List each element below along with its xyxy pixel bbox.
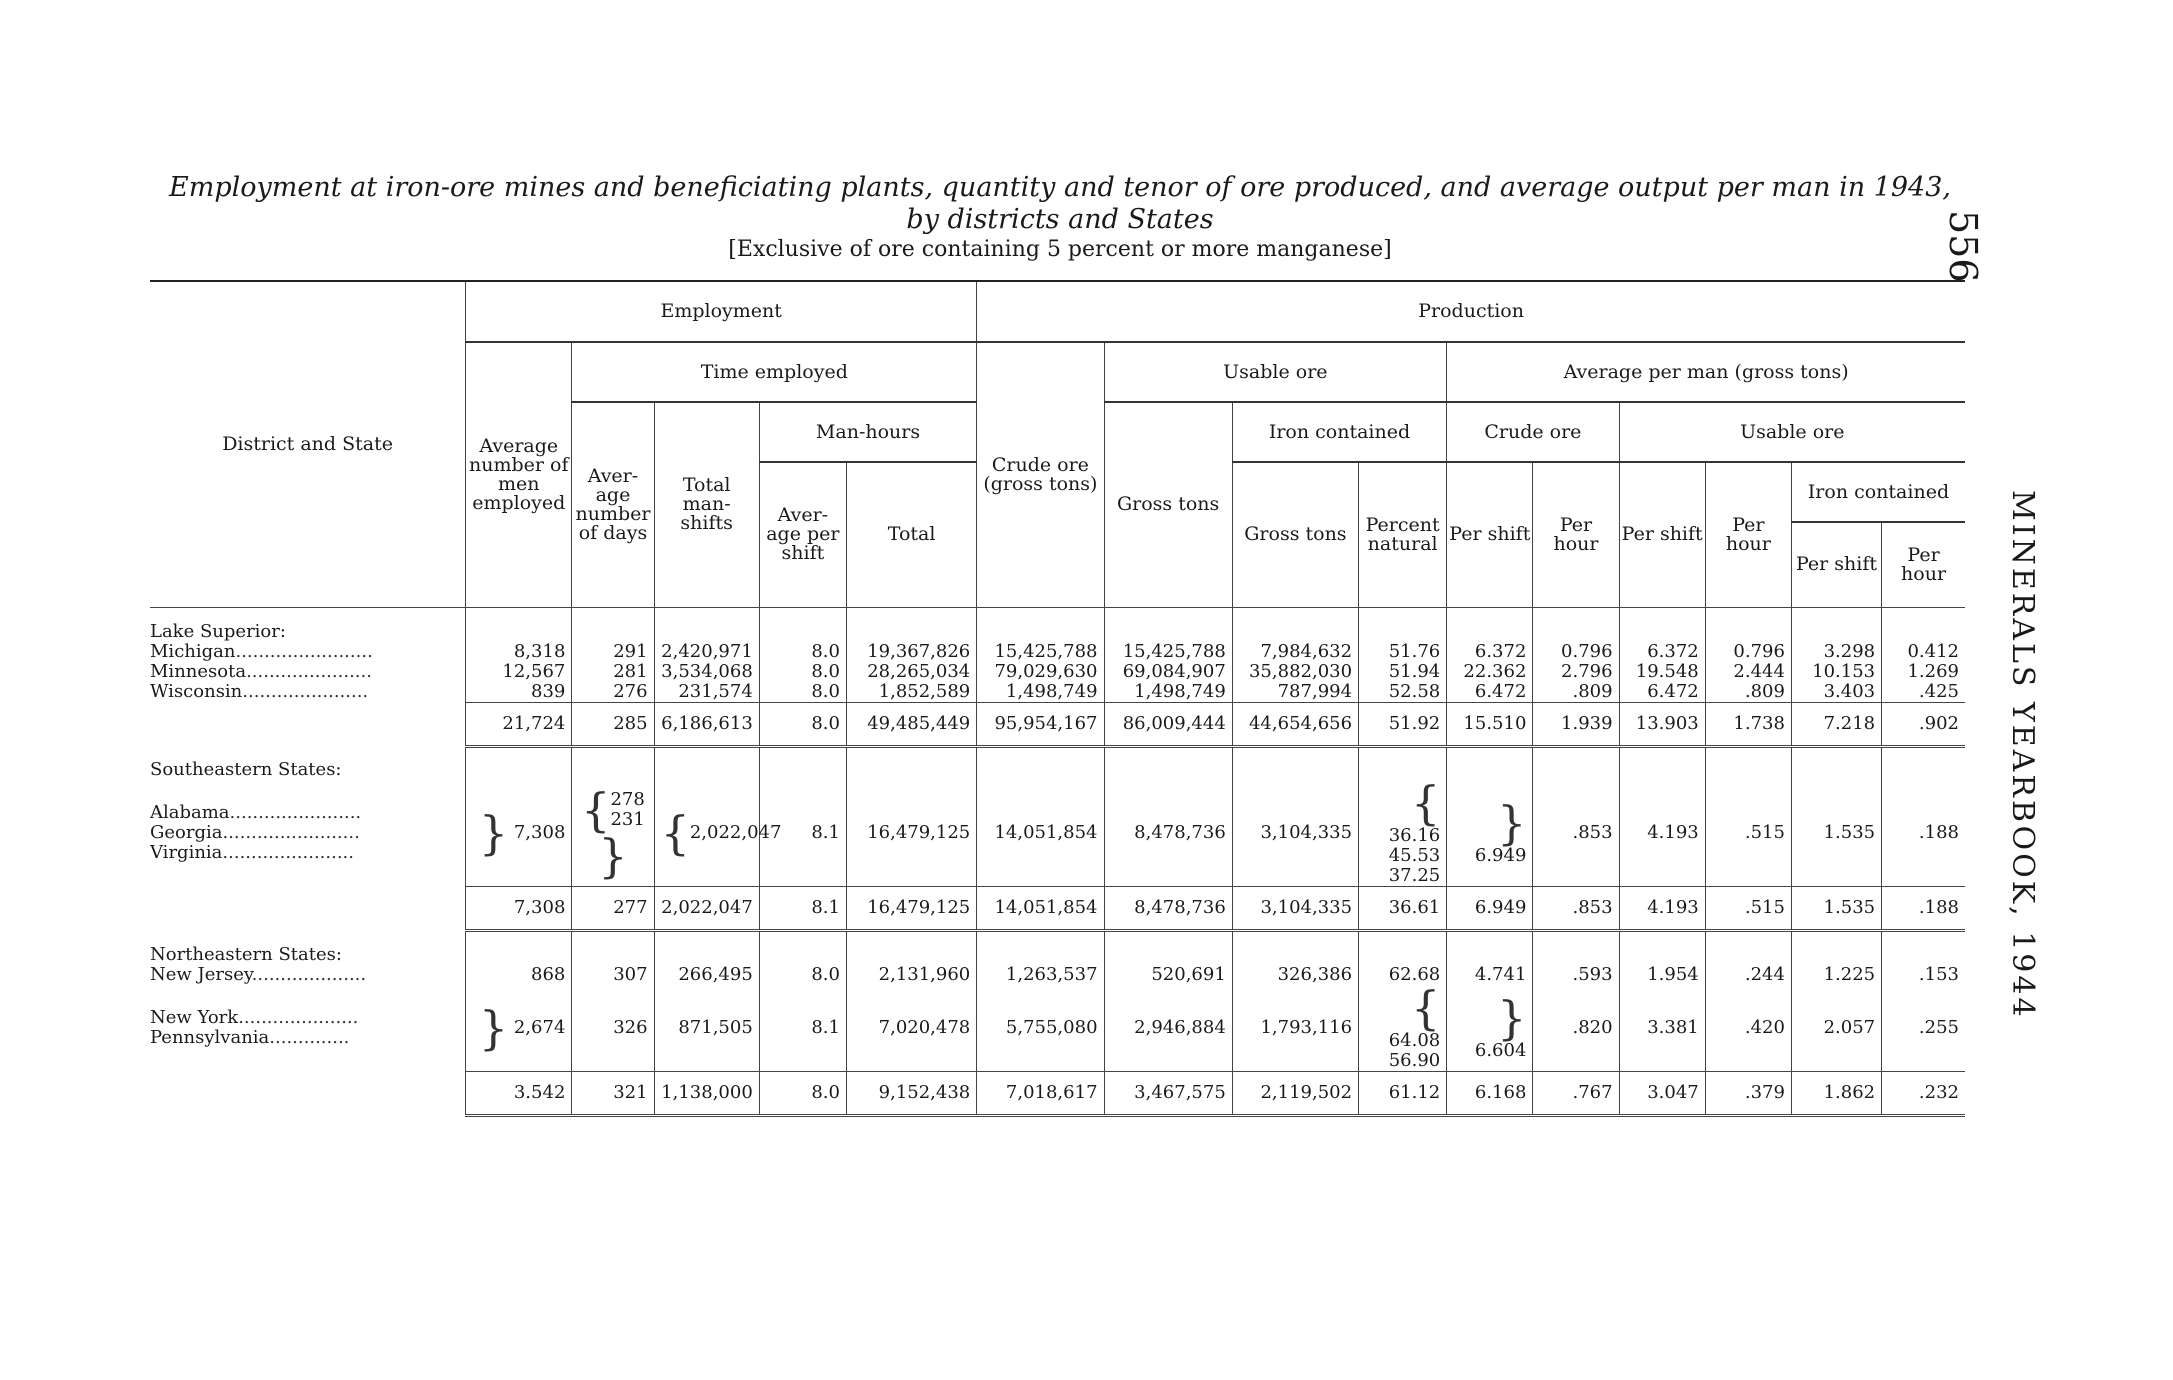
- header-average-men: Average number of men employed: [466, 342, 572, 607]
- cell-men: 839: [466, 682, 572, 703]
- total-usable-shift: 4.193: [1619, 887, 1705, 931]
- cell-usable: 2,946,884: [1104, 985, 1232, 1072]
- header-crude-ore-avg: Crude ore: [1447, 402, 1619, 462]
- total-iron: 2,119,502: [1232, 1071, 1358, 1115]
- total-crude: 14,051,854: [977, 887, 1104, 931]
- header-crude-per-shift: Per shift: [1447, 462, 1533, 607]
- header-usable-per-shift: Per shift: [1619, 462, 1705, 607]
- total-days: 285: [572, 702, 654, 746]
- total-usable: 8,478,736: [1104, 887, 1232, 931]
- cell-percent: 62.68: [1359, 965, 1447, 985]
- total-iron-hour: .188: [1882, 887, 1965, 931]
- cell-usable: 520,691: [1104, 965, 1232, 985]
- header-usable-ore-avg: Usable ore: [1619, 402, 1965, 462]
- state-name: Alabama: [150, 802, 230, 824]
- total-men: 21,724: [466, 702, 572, 746]
- cell-percent: 36.16: [1388, 825, 1441, 846]
- cell-shifts: 266,495: [654, 965, 759, 985]
- total-shifts: 6,186,613: [654, 702, 759, 746]
- cell-iron: 7,984,632: [1232, 642, 1358, 662]
- cell-iron-hour: .153: [1882, 965, 1965, 985]
- cell-usable-hour: 2.444: [1705, 662, 1791, 682]
- state-name: Michigan: [150, 641, 236, 662]
- total-crude-shift: 6.168: [1447, 1071, 1533, 1115]
- cell-days: 278: [610, 789, 645, 810]
- cell-shifts: 3,534,068: [654, 662, 759, 682]
- cell-shifts: 231,574: [654, 682, 759, 703]
- table-row: New Jersey.................... 868 307 266,495 8.0 2,131,960 1,263,537 520,691 326,386 62.68 4.741 .593 1.954 .244 1.225 .153: [150, 965, 1965, 985]
- state-name: New York: [150, 1006, 239, 1028]
- total-iron-shift: 7.218: [1791, 702, 1881, 746]
- total-percent: 36.61: [1359, 887, 1447, 931]
- total-avg-hours: 8.0: [759, 1071, 846, 1115]
- district-name: Southeastern States:: [150, 759, 342, 780]
- header-iron-per-hour: Per hour: [1882, 522, 1965, 607]
- cell-iron-shift: 2.057: [1791, 985, 1881, 1072]
- header-usable-ore: Usable ore: [1104, 342, 1447, 402]
- cell-crude-hour: .853: [1533, 780, 1619, 887]
- cell-man-hours: 7,020,478: [846, 985, 976, 1072]
- cell-men: 2,674: [513, 1016, 566, 1038]
- cell-percent: 52.58: [1359, 682, 1447, 703]
- iron-ore-table: [150, 282, 1965, 1117]
- cell-man-hours: 19,367,826: [846, 642, 976, 662]
- header-man-hours-total: Total: [846, 462, 976, 607]
- state-name: Virginia: [150, 842, 223, 864]
- table-row: New York..................... Pennsylvania.............. } 2,674 326 871,505 8.1 7,020,478 5,755,080 2,946,884 1,793,116 {64.08 56.90 } 6.604 .820 3.381 .420 2.057 .255: [150, 985, 1965, 1072]
- cell-days: 326: [572, 985, 654, 1072]
- cell-avg-hours: 8.0: [759, 682, 846, 703]
- header-average-per-man: Average per man (gross tons): [1447, 342, 1965, 402]
- cell-iron-hour: 1.269: [1882, 662, 1965, 682]
- state-name: Pennsylvania: [150, 1026, 270, 1048]
- cell-usable-hour: 0.796: [1705, 642, 1791, 662]
- cell-usable-hour: .515: [1705, 780, 1791, 887]
- total-shifts: 1,138,000: [654, 1071, 759, 1115]
- cell-percent: 51.76: [1359, 642, 1447, 662]
- header-employment: Employment: [466, 282, 977, 342]
- cell-usable: 8,478,736: [1104, 780, 1232, 887]
- table-caption: Employment at iron-ore mines and beneficiating plants, quantity and tenor of ore produced, and average output per man in 1943, by districts and States: [169, 172, 1951, 235]
- cell-men: 8,318: [466, 642, 572, 662]
- total-iron-hour: .902: [1882, 702, 1965, 746]
- cell-iron-shift: 1.535: [1791, 780, 1881, 887]
- cell-iron: 3,104,335: [1232, 780, 1358, 887]
- brace-icon: }: [478, 806, 509, 860]
- cell-man-hours: 16,479,125: [846, 780, 976, 887]
- total-shifts: 2,022,047: [654, 887, 759, 931]
- table-header: [150, 282, 1965, 607]
- header-man-hours: Man-hours: [759, 402, 976, 462]
- cell-iron-shift: 3.298: [1791, 642, 1881, 662]
- cell-iron-hour: .188: [1882, 780, 1965, 887]
- table-subcaption: [Exclusive of ore containing 5 percent or more manganese]: [728, 237, 1392, 262]
- total-days: 277: [572, 887, 654, 931]
- total-crude-shift: 6.949: [1447, 887, 1533, 931]
- total-usable-hour: .379: [1705, 1071, 1791, 1115]
- total-usable: 86,009,444: [1104, 702, 1232, 746]
- page-number: 556: [1941, 210, 1985, 283]
- header-time-employed: Time employed: [572, 342, 977, 402]
- cell-usable-shift: 1.954: [1619, 965, 1705, 985]
- cell-usable-shift: 6.472: [1619, 682, 1705, 703]
- cell-crude-hour: 2.796: [1533, 662, 1619, 682]
- cell-iron-hour: .425: [1882, 682, 1965, 703]
- cell-crude-shift: 6.372: [1447, 642, 1533, 662]
- total-usable-hour: .515: [1705, 887, 1791, 931]
- cell-percent: 37.25: [1388, 865, 1441, 886]
- total-crude-hour: .767: [1533, 1071, 1619, 1115]
- table-row: [150, 931, 1965, 965]
- total-usable-shift: 13.903: [1619, 702, 1705, 746]
- header-average-days: Aver-age number of days: [572, 402, 654, 607]
- header-average-per-shift: Aver-age per shift: [759, 462, 846, 607]
- total-man-hours: 49,485,449: [846, 702, 976, 746]
- cell-iron: 787,994: [1232, 682, 1358, 703]
- cell-crude-hour: .809: [1533, 682, 1619, 703]
- header-crude-ore: Crude ore (gross tons): [977, 342, 1104, 607]
- cell-crude-shift: 6.472: [1447, 682, 1533, 703]
- cell-iron: 1,793,116: [1232, 985, 1358, 1072]
- header-crude-per-hour: Per hour: [1533, 462, 1619, 607]
- cell-iron-hour: 0.412: [1882, 642, 1965, 662]
- cell-crude-hour: .593: [1533, 965, 1619, 985]
- cell-crude: 1,263,537: [977, 965, 1104, 985]
- cell-avg-hours: 8.0: [759, 642, 846, 662]
- cell-shifts: 2,420,971: [654, 642, 759, 662]
- total-usable-hour: 1.738: [1705, 702, 1791, 746]
- total-man-hours: 9,152,438: [846, 1071, 976, 1115]
- cell-days: 291: [572, 642, 654, 662]
- brace-icon: {: [660, 806, 690, 860]
- cell-percent: 64.08: [1388, 1029, 1441, 1051]
- total-avg-hours: 8.1: [759, 887, 846, 931]
- cell-avg-hours: 8.1: [759, 985, 846, 1072]
- table-row: Michigan........................ 8,318 291 2,420,971 8.0 19,367,826 15,425,788 15,425,788 7,984,632 51.76 6.372 0.796 6.372 0.796 3.298 0.412: [150, 642, 1965, 662]
- header-usable-gross-tons: Gross tons: [1104, 402, 1232, 607]
- total-usable-shift: 3.047: [1619, 1071, 1705, 1115]
- state-name: New Jersey: [150, 964, 252, 985]
- cell-usable-hour: .809: [1705, 682, 1791, 703]
- cell-usable-hour: .420: [1705, 985, 1791, 1072]
- state-name: Georgia: [150, 822, 223, 844]
- district-total-row: [150, 702, 1965, 746]
- cell-crude: 15,425,788: [977, 642, 1104, 662]
- district-name: Northeastern States:: [150, 943, 342, 965]
- total-crude: 7,018,617: [977, 1071, 1104, 1115]
- header-iron-contained: Iron contained: [1232, 402, 1446, 462]
- header-usable-per-hour: Per hour: [1705, 462, 1791, 607]
- cell-usable-shift: 6.372: [1619, 642, 1705, 662]
- table-row: Wisconsin...................... 839 276 231,574 8.0 1,852,589 1,498,749 1,498,749 787,994 52.58 6.472 .809 6.472 .809 3.403 .425: [150, 682, 1965, 703]
- cell-usable: 15,425,788: [1104, 642, 1232, 662]
- total-iron-shift: 1.862: [1791, 1071, 1881, 1115]
- brace-icon: {: [1410, 776, 1441, 830]
- cell-days: 276: [572, 682, 654, 703]
- table-body: [150, 607, 1965, 1115]
- state-name: Wisconsin: [150, 681, 243, 702]
- table-row: [150, 607, 1965, 642]
- cell-percent: 56.90: [1388, 1049, 1441, 1071]
- table-row: Alabama....................... Georgia........................ Virginia....................... } 7,308 {278 231} {2,022,047 8.1 16,479,125 14,051,854 8,478,736 3,104,335 {36.16 45.53 37.25 } 6.949 .853 4.193 .515 1.535 .188: [150, 780, 1965, 887]
- cell-days: 231: [610, 809, 645, 830]
- cell-shifts: 871,505: [654, 985, 759, 1072]
- cell-crude-hour: .820: [1533, 985, 1619, 1072]
- cell-days: 307: [572, 965, 654, 985]
- total-days: 321: [572, 1071, 654, 1115]
- cell-avg-hours: 8.0: [759, 965, 846, 985]
- header-iron-gross-tons: Gross tons: [1232, 462, 1358, 607]
- cell-percent: 51.94: [1359, 662, 1447, 682]
- total-iron-shift: 1.535: [1791, 887, 1881, 931]
- cell-man-hours: 1,852,589: [846, 682, 976, 703]
- cell-crude-shift: 6.949: [1474, 845, 1527, 866]
- district-total-row: [150, 1071, 1965, 1115]
- cell-crude: 5,755,080: [977, 985, 1104, 1072]
- cell-crude-hour: 0.796: [1533, 642, 1619, 662]
- cell-usable: 1,498,749: [1104, 682, 1232, 703]
- district-name: Lake Superior:: [150, 620, 286, 642]
- total-iron: 44,654,656: [1232, 702, 1358, 746]
- total-iron: 3,104,335: [1232, 887, 1358, 931]
- brace-icon: {: [581, 783, 611, 837]
- header-district-state: District and State: [150, 282, 466, 607]
- total-usable: 3,467,575: [1104, 1071, 1232, 1115]
- brace-icon: }: [1497, 990, 1527, 1045]
- cell-men: 7,308: [513, 822, 566, 843]
- total-men: 3.542: [466, 1071, 572, 1115]
- cell-men: 12,567: [466, 662, 572, 682]
- table-row: [150, 746, 1965, 780]
- header-percent-natural: Percent natural: [1359, 462, 1447, 607]
- cell-men: 868: [466, 965, 572, 985]
- cell-iron-shift: 1.225: [1791, 965, 1881, 985]
- cell-percent: 45.53: [1388, 845, 1441, 866]
- total-percent: 61.12: [1359, 1071, 1447, 1115]
- table-row: Minnesota...................... 12,567 281 3,534,068 8.0 28,265,034 79,029,630 69,084,907 35,882,030 51.94 22.362 2.796 19.548 2.444 10.153 1.269: [150, 662, 1965, 682]
- cell-avg-hours: 8.0: [759, 662, 846, 682]
- cell-iron: 35,882,030: [1232, 662, 1358, 682]
- running-head: MINERALS YEARBOOK, 1944: [2005, 490, 2040, 1020]
- cell-shifts: 2,022,047: [689, 822, 782, 843]
- header-iron-contained-avg: Iron contained: [1791, 462, 1965, 522]
- header-production: Production: [977, 282, 1965, 342]
- cell-usable-shift: 19.548: [1619, 662, 1705, 682]
- cell-crude: 14,051,854: [977, 780, 1104, 887]
- cell-usable-shift: 3.381: [1619, 985, 1705, 1072]
- header-total-man-shifts: Total man-shifts: [654, 402, 759, 607]
- cell-usable-shift: 4.193: [1619, 780, 1705, 887]
- cell-usable: 69,084,907: [1104, 662, 1232, 682]
- total-avg-hours: 8.0: [759, 702, 846, 746]
- total-man-hours: 16,479,125: [846, 887, 976, 931]
- statistics-table: [150, 280, 1965, 1117]
- cell-iron-shift: 3.403: [1791, 682, 1881, 703]
- cell-iron: 326,386: [1232, 965, 1358, 985]
- cell-man-hours: 2,131,960: [846, 965, 976, 985]
- cell-usable-hour: .244: [1705, 965, 1791, 985]
- cell-crude: 1,498,749: [977, 682, 1104, 703]
- cell-iron-hour: .255: [1882, 985, 1965, 1072]
- total-crude-shift: 15.510: [1447, 702, 1533, 746]
- total-men: 7,308: [466, 887, 572, 931]
- total-crude: 95,954,167: [977, 702, 1104, 746]
- total-crude-hour: 1.939: [1533, 702, 1619, 746]
- cell-crude: 79,029,630: [977, 662, 1104, 682]
- total-crude-hour: .853: [1533, 887, 1619, 931]
- brace-icon: }: [1497, 796, 1527, 850]
- header-iron-per-shift: Per shift: [1791, 522, 1881, 607]
- cell-man-hours: 28,265,034: [846, 662, 976, 682]
- brace-icon: {: [1410, 980, 1441, 1035]
- cell-avg-hours: 8.1: [759, 780, 846, 887]
- brace-icon: }: [478, 1000, 509, 1055]
- brace-icon: }: [598, 829, 628, 883]
- total-percent: 51.92: [1359, 702, 1447, 746]
- total-iron-hour: .232: [1882, 1071, 1965, 1115]
- district-total-row: [150, 887, 1965, 931]
- cell-iron-shift: 10.153: [1791, 662, 1881, 682]
- cell-crude-shift: 4.741: [1447, 965, 1533, 985]
- cell-days: 281: [572, 662, 654, 682]
- cell-crude-shift: 6.604: [1474, 1039, 1527, 1061]
- state-name: Minnesota: [150, 661, 247, 682]
- cell-crude-shift: 22.362: [1447, 662, 1533, 682]
